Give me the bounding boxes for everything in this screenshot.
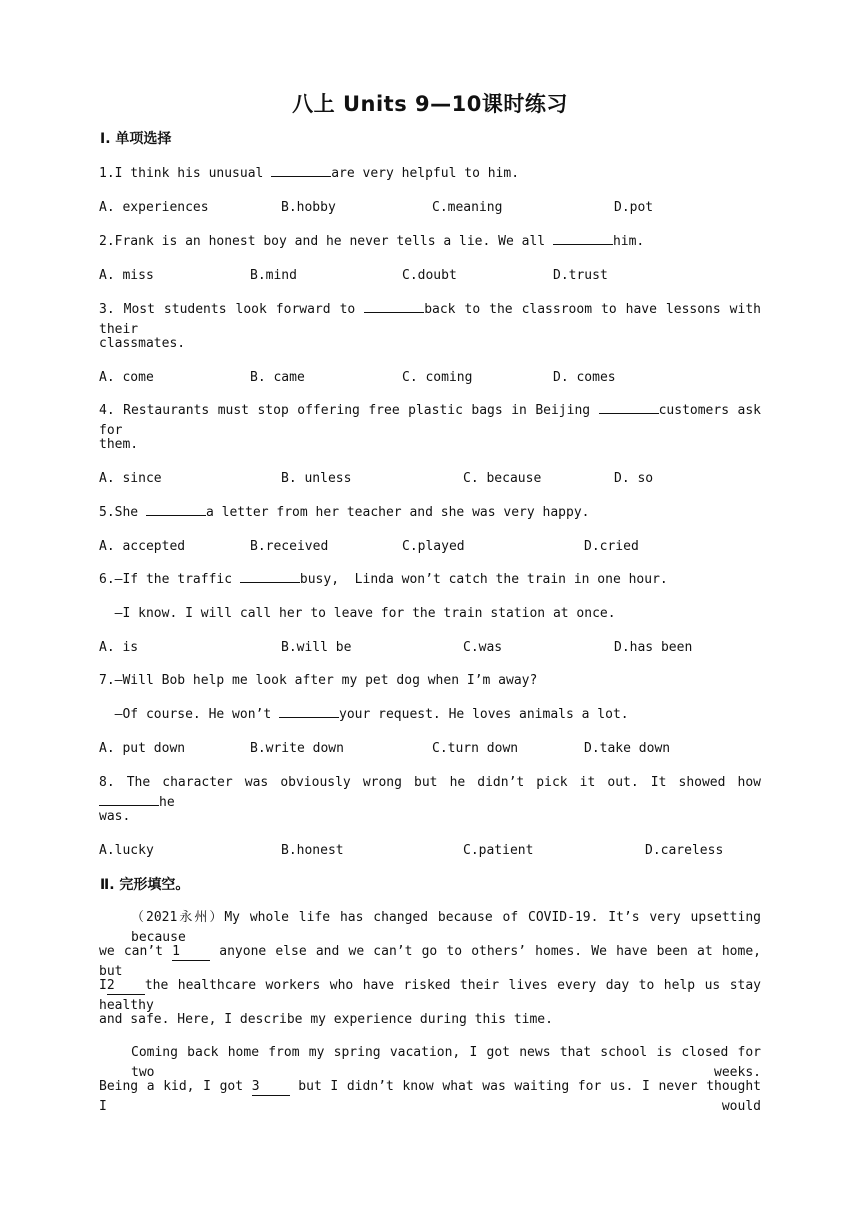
cloze-line: Coming back home from my spring vacation, I got news that school is closed for two weeks. <box>131 1045 761 1080</box>
cloze-line <box>99 1077 761 1117</box>
question-3-continued: classmates. <box>99 336 186 351</box>
question-7-reply <box>99 705 761 725</box>
option-d: D. comes <box>553 370 616 385</box>
question-text: your request. He loves animals a lot. <box>339 707 629 722</box>
question-4-continued: them. <box>99 437 139 452</box>
option-a: A.lucky <box>99 843 154 858</box>
cloze-line: and safe. Here, I describe my experience during this time. <box>99 1012 553 1027</box>
option-b: B.mind <box>250 268 297 283</box>
option-a: A. accepted <box>99 539 186 554</box>
option-d: D.trust <box>553 268 608 283</box>
option-b: B.write down <box>250 741 344 756</box>
question-text: he <box>159 795 175 810</box>
section-heading-cloze: Ⅱ. 完形填空。 <box>100 877 190 893</box>
answer-blank <box>364 300 424 313</box>
option-a: A. since <box>99 471 162 486</box>
cloze-text: Being a kid, I got <box>99 1079 252 1094</box>
option-a: A. put down <box>99 741 186 756</box>
answer-blank <box>99 793 159 806</box>
question-text: 2.Frank is an honest boy and he never tells a lie. We all <box>99 234 553 249</box>
option-c: C.doubt <box>402 268 457 283</box>
option-c: C.meaning <box>432 200 503 215</box>
option-a: A. experiences <box>99 200 209 215</box>
question-text: customers ask for <box>99 403 761 438</box>
option-b: B. came <box>250 370 305 385</box>
option-d: D.careless <box>645 843 724 858</box>
answer-blank <box>553 232 613 245</box>
option-c: C.played <box>402 539 465 554</box>
question-text: —Of course. He won’t <box>99 707 280 722</box>
question-text: back to the classroom to have lessons with their <box>99 302 761 337</box>
question-text: 5.She <box>99 505 146 520</box>
question-text: 3. Most students look forward to <box>99 302 365 317</box>
option-a: A. miss <box>99 268 154 283</box>
cloze-text: we can’t <box>99 944 173 959</box>
cloze-text: the healthcare workers who have risked their lives every day to help us stay healthy <box>99 978 761 1013</box>
question-text: 4. Restaurants must stop offering free plastic bags in Beijing <box>99 403 599 418</box>
answer-blank <box>146 503 206 516</box>
option-a: A. is <box>99 640 139 655</box>
option-d: D.cried <box>584 539 639 554</box>
question-text: busy, Linda won’t catch the train in one hour. <box>299 572 668 587</box>
answer-blank <box>599 401 659 414</box>
option-d: D.has been <box>614 640 693 655</box>
cloze-text: but I didn’t know what was waiting for us. I never thought I would <box>99 1079 761 1114</box>
question-text: 6.—If the traffic <box>99 572 240 587</box>
cloze-text: anyone else and we can’t go to others’ homes. We have been at home, but <box>99 944 761 979</box>
option-b: B.honest <box>281 843 344 858</box>
cloze-text: I <box>99 978 107 993</box>
cloze-line: （2021永州）My whole life has changed because of COVID-19. It’s very upsetting because <box>131 910 761 945</box>
option-c: C.turn down <box>432 741 519 756</box>
option-b: B.received <box>250 539 329 554</box>
question-text: a letter from her teacher and she was very happy. <box>205 505 590 520</box>
option-c: C. because <box>463 471 542 486</box>
option-d: D.pot <box>614 200 654 215</box>
option-c: C.was <box>463 640 503 655</box>
option-a: A. come <box>99 370 154 385</box>
option-c: C. coming <box>402 370 473 385</box>
option-b: B.will be <box>281 640 352 655</box>
question-text: him. <box>612 234 645 249</box>
question-2 <box>99 232 761 252</box>
cloze-blank-1: 1 <box>172 944 210 961</box>
cloze-blank-2: 2 <box>107 978 145 995</box>
question-5 <box>99 503 761 523</box>
question-7: 7.—Will Bob help me look after my pet dog when I’m away? <box>99 673 538 688</box>
answer-blank <box>240 570 300 583</box>
question-text: 8. The character was obviously wrong but he didn’t pick it out. It showed how <box>99 775 761 790</box>
question-8-continued: was. <box>99 809 131 824</box>
cloze-blank-3: 3 <box>252 1079 290 1096</box>
page-title: 八上 Units 9—10课时练习 <box>292 92 568 116</box>
option-c: C.patient <box>463 843 534 858</box>
answer-blank <box>271 164 331 177</box>
section-heading-multiple-choice: Ⅰ. 单项选择 <box>100 131 172 147</box>
answer-blank <box>279 705 339 718</box>
question-text: are very helpful to him. <box>331 166 520 181</box>
question-6-reply: —I know. I will call her to leave for the train station at once. <box>99 606 616 621</box>
question-6 <box>99 570 761 590</box>
option-b: B.hobby <box>281 200 336 215</box>
option-d: D.take down <box>584 741 671 756</box>
option-b: B. unless <box>281 471 352 486</box>
option-d: D. so <box>614 471 654 486</box>
question-1 <box>99 164 761 184</box>
question-text: 1.I think his unusual <box>99 166 272 181</box>
